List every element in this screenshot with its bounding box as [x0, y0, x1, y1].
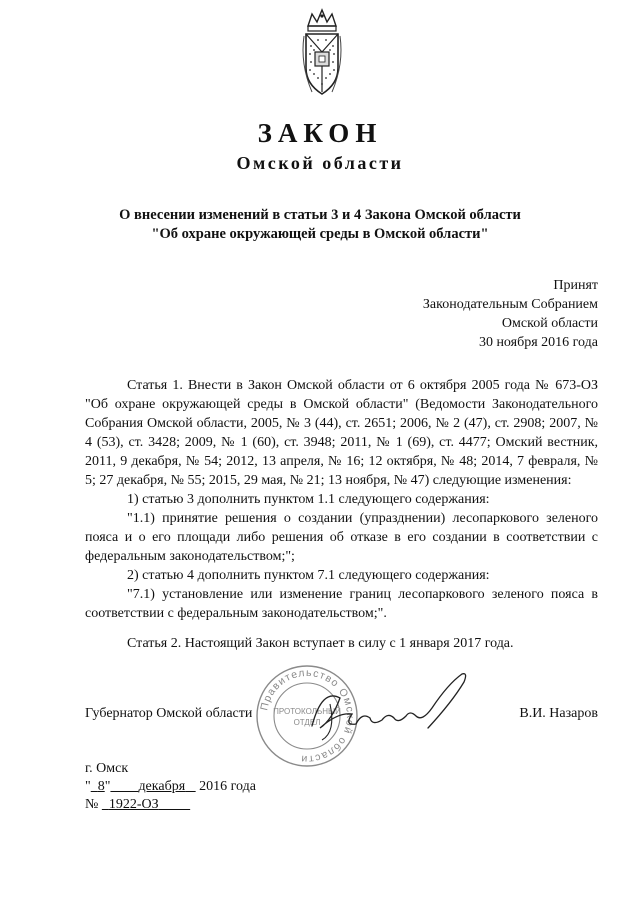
number-sign: № — [85, 797, 99, 812]
accepted-line-1: Принят — [553, 278, 598, 293]
heading-line-1: О внесении изменений в статьи 3 и 4 Закона Омской области — [119, 207, 521, 223]
stamp-outer-text: Правительство Омской области — [258, 666, 357, 766]
acceptance-block — [423, 276, 598, 352]
date-quote-open: " — [85, 779, 91, 794]
governor-position: Губернатор Омской области — [85, 706, 253, 721]
place-of-signing: г. Омск — [85, 761, 129, 776]
law-number — [85, 797, 190, 813]
governor-name: В.И. Назаров — [519, 706, 598, 721]
article-1 — [85, 376, 598, 623]
law-heading — [0, 206, 640, 244]
article-2: Статья 2. Настоящий Закон вступает в силу с 1 января 2017 года. — [127, 636, 514, 651]
article-1-intro: Статья 1. Внести в Закон Омской области от 6 октября 2005 года № 673-ОЗ "Об охране окружающей среды в Омской области" (Ведомости Законодательного Собрания Омской области, 2005, № 3 (44), ст. 2651; 2006, № 2 (47), ст. 2908; 2007, № 4 (53), ст. 3428; 2009, № 1 (60), ст. 3948; 2011, № 1 (69), ст. 4477; Омский вестник, 2011, 9 декабря, № 54; 2012, 13 апреля, № 16; 12 октября, № 48; 2014, 7 февраля, № 5; 27 декабря, № 55; 2015, 29 мая, № 21; 13 ноября, № 47) следующие изменения: — [85, 378, 598, 488]
heading-line-2: "Об охране окружающей среды в Омской области" — [151, 226, 489, 242]
article-1-item-2-text: "7.1) установление или изменение границ лесопаркового зеленого пояса в соответствии с федеральным законодательством;". — [85, 587, 598, 621]
stamp-inner-line-1: ПРОТОКОЛЬНЫЙ — [273, 707, 341, 716]
article-1-item-1: 1) статью 3 дополнить пунктом 1.1 следующего содержания: — [127, 492, 490, 507]
date-year: 2016 года — [199, 779, 256, 794]
accepted-line-3: Омской области — [501, 316, 598, 331]
law-title: ЗАКОН — [257, 118, 383, 148]
date-day: 8 — [97, 779, 105, 794]
accepted-line-2: Законодательным Собранием — [422, 297, 598, 312]
article-1-item-2: 2) статью 4 дополнить пунктом 7.1 следующего содержания: — [127, 568, 490, 583]
article-1-item-1-text: "1.1) принятие решения о создании (упразднении) лесопаркового зеленого пояса и о его площади либо решения об отказе в его создании в соответствии с федеральным законодательством;"; — [85, 511, 598, 564]
date-quote-close: " — [104, 779, 111, 794]
date-month: декабря — [138, 779, 186, 794]
stamp-inner-line-2: ОТДЕЛ — [293, 718, 321, 727]
omsk-coat-of-arms-icon — [298, 8, 346, 100]
accepted-date: 30 ноября 2016 года — [478, 335, 598, 350]
law-subtitle: Омской области — [236, 153, 404, 173]
law-number-value: 1922-ОЗ — [108, 797, 159, 812]
handwritten-signature — [292, 668, 482, 748]
signing-date — [85, 779, 256, 795]
